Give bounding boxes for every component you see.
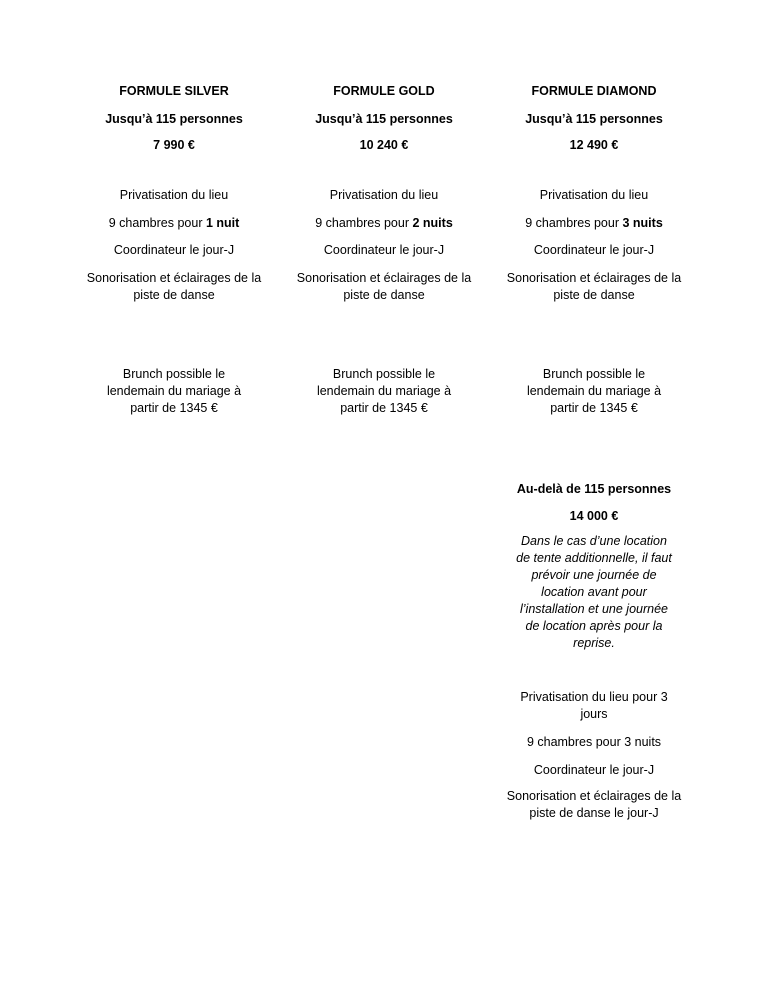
capacity-text: Jusqu’à 115 personnes bbox=[315, 112, 453, 126]
price-text: 12 490 € bbox=[569, 138, 619, 152]
sound-text: Sonorisation et éclairages de la piste de danse bbox=[506, 271, 682, 302]
formule-title: FORMULE DIAMOND bbox=[531, 84, 657, 98]
formule-title: FORMULE GOLD bbox=[333, 84, 435, 98]
beyond-coordinator: Coordinateur le jour-J bbox=[533, 763, 655, 777]
sound-text: Sonorisation et éclairages de la piste de danse bbox=[86, 271, 262, 302]
brunch-text: Brunch possible le lendemain du mariage à partir de 1345 € bbox=[316, 367, 452, 415]
coordinator-text: Coordinateur le jour-J bbox=[533, 243, 655, 257]
rooms-text: 9 chambres pour 3 nuits bbox=[525, 216, 663, 230]
rooms-text: 9 chambres pour 2 nuits bbox=[315, 216, 453, 230]
brunch-text: Brunch possible le lendemain du mariage à partir de 1345 € bbox=[106, 367, 242, 415]
capacity-text: Jusqu’à 115 personnes bbox=[525, 112, 663, 126]
beyond-note: Dans le cas d’une location de tente additionnelle, il faut prévoir une journée de location avant pour l’installation et une journée de location après pour la reprise. bbox=[516, 534, 672, 650]
sound-text: Sonorisation et éclairages de la piste de danse bbox=[296, 271, 472, 302]
beyond-sound: Sonorisation et éclairages de la piste de danse le jour-J bbox=[506, 789, 682, 820]
price-text: 10 240 € bbox=[359, 138, 409, 152]
privatisation-text: Privatisation du lieu bbox=[539, 188, 649, 202]
beyond-rooms: 9 chambres pour 3 nuits bbox=[526, 735, 662, 749]
rooms-text: 9 chambres pour 1 nuit bbox=[108, 216, 240, 230]
capacity-text: Jusqu’à 115 personnes bbox=[105, 112, 243, 126]
privatisation-text: Privatisation du lieu bbox=[119, 188, 229, 202]
privatisation-text: Privatisation du lieu bbox=[329, 188, 439, 202]
coordinator-text: Coordinateur le jour-J bbox=[113, 243, 235, 257]
beyond-privatisation: Privatisation du lieu pour 3 jours bbox=[520, 690, 668, 721]
price-text: 7 990 € bbox=[153, 138, 195, 152]
brunch-text: Brunch possible le lendemain du mariage à partir de 1345 € bbox=[526, 367, 662, 415]
beyond-title: Au-delà de 115 personnes bbox=[516, 482, 672, 496]
formule-title: FORMULE SILVER bbox=[119, 84, 229, 98]
coordinator-text: Coordinateur le jour-J bbox=[323, 243, 445, 257]
beyond-price: 14 000 € bbox=[569, 509, 619, 523]
